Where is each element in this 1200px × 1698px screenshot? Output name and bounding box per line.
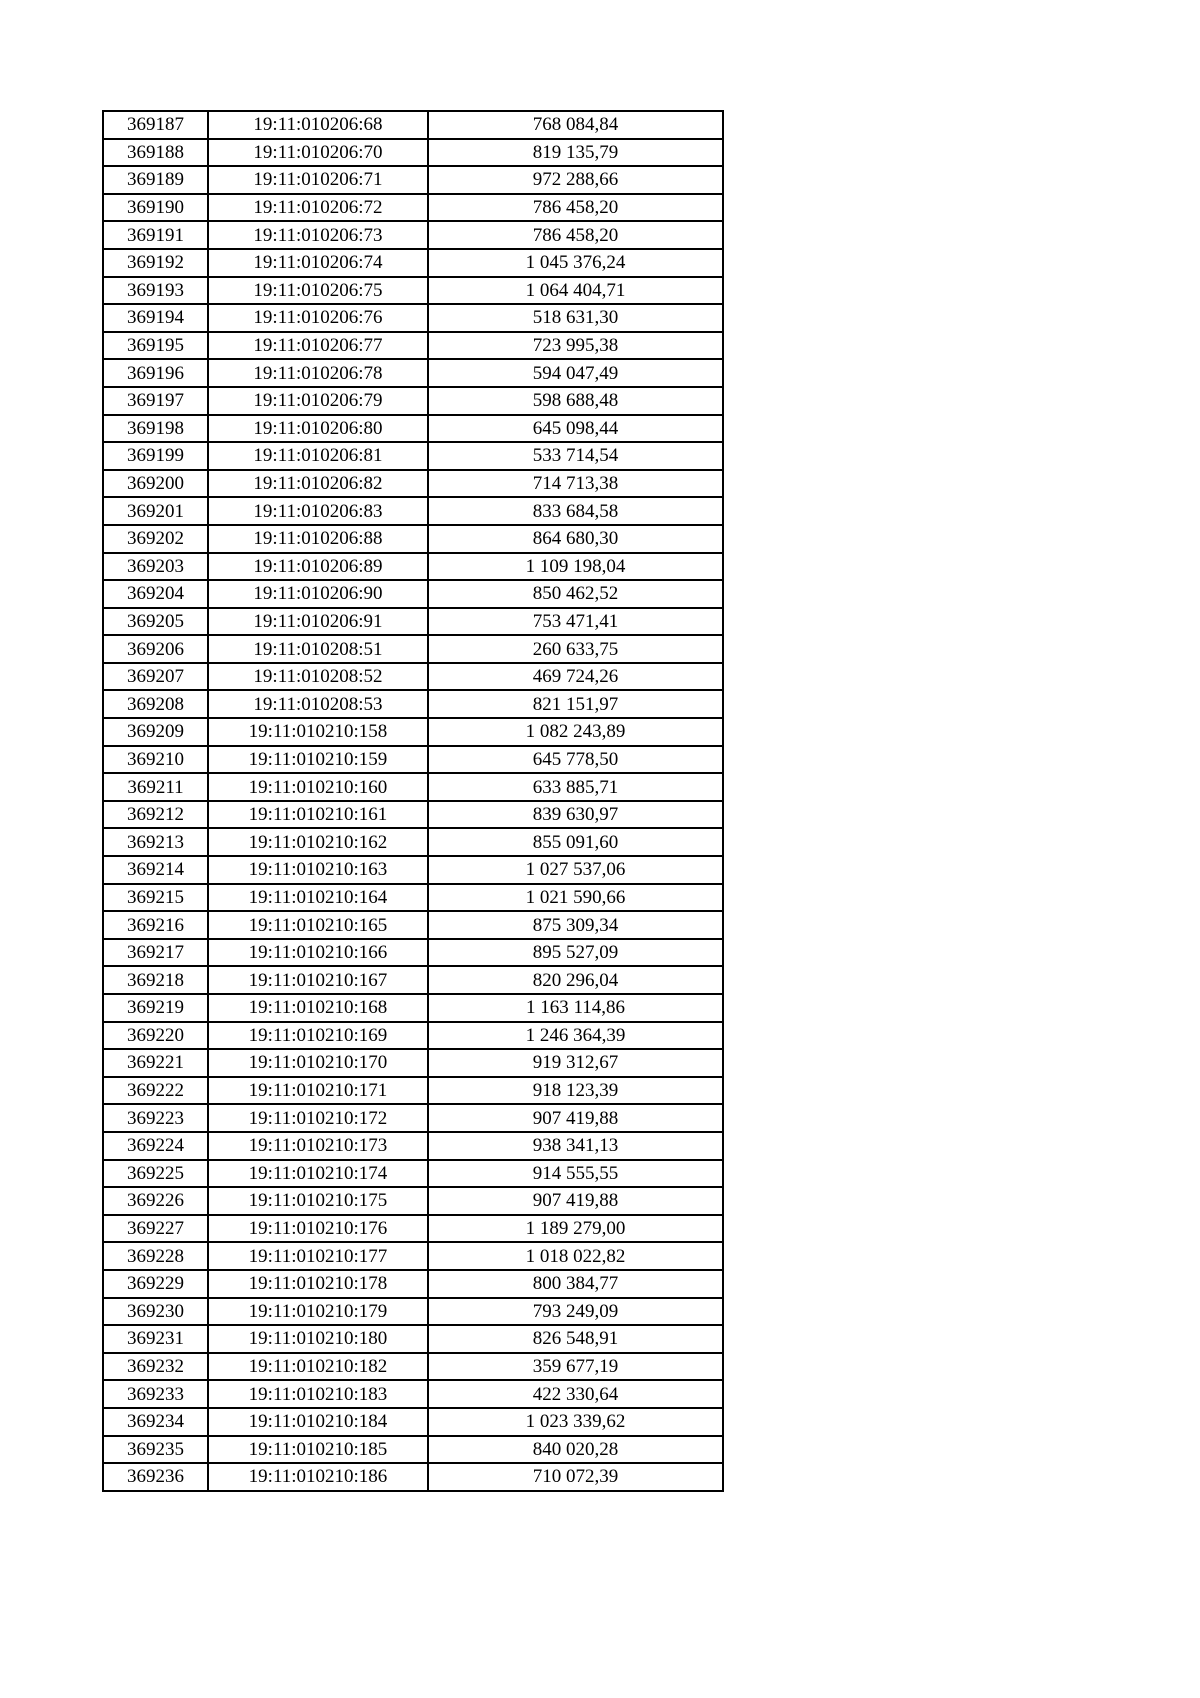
row-number-cell: 369236 bbox=[103, 1463, 208, 1491]
cadastral-value-cell: 1 082 243,89 bbox=[428, 718, 723, 746]
cadastral-value-cell: 469 724,26 bbox=[428, 663, 723, 691]
row-number-cell: 369207 bbox=[103, 663, 208, 691]
cadastral-value-cell: 260 633,75 bbox=[428, 635, 723, 663]
cadastral-value-cell: 1 023 339,62 bbox=[428, 1408, 723, 1436]
row-number-cell: 369229 bbox=[103, 1270, 208, 1298]
table-row bbox=[103, 1242, 723, 1270]
table-row bbox=[103, 1215, 723, 1243]
cadastral-value-cell: 594 047,49 bbox=[428, 359, 723, 387]
cadastral-value-table bbox=[102, 110, 724, 1492]
cadastral-value-cell: 907 419,88 bbox=[428, 1104, 723, 1132]
cadastral-number-cell: 19:11:010210:174 bbox=[208, 1160, 428, 1188]
table-row bbox=[103, 1325, 723, 1353]
cadastral-value-cell: 422 330,64 bbox=[428, 1380, 723, 1408]
table-row bbox=[103, 415, 723, 443]
table-row bbox=[103, 746, 723, 774]
cadastral-number-cell: 19:11:010206:89 bbox=[208, 553, 428, 581]
cadastral-number-cell: 19:11:010206:88 bbox=[208, 525, 428, 553]
cadastral-number-cell: 19:11:010210:180 bbox=[208, 1325, 428, 1353]
cadastral-value-cell: 723 995,38 bbox=[428, 332, 723, 360]
row-number-cell: 369211 bbox=[103, 773, 208, 801]
row-number-cell: 369203 bbox=[103, 553, 208, 581]
cadastral-value-cell: 855 091,60 bbox=[428, 828, 723, 856]
cadastral-number-cell: 19:11:010206:78 bbox=[208, 359, 428, 387]
row-number-cell: 369235 bbox=[103, 1436, 208, 1464]
row-number-cell: 369202 bbox=[103, 525, 208, 553]
row-number-cell: 369208 bbox=[103, 690, 208, 718]
cadastral-value-cell: 864 680,30 bbox=[428, 525, 723, 553]
cadastral-value-cell: 918 123,39 bbox=[428, 1077, 723, 1105]
table-row bbox=[103, 553, 723, 581]
cadastral-number-cell: 19:11:010206:81 bbox=[208, 442, 428, 470]
table-row bbox=[103, 1436, 723, 1464]
table-row bbox=[103, 1353, 723, 1381]
row-number-cell: 369231 bbox=[103, 1325, 208, 1353]
cadastral-number-cell: 19:11:010206:79 bbox=[208, 387, 428, 415]
cadastral-value-cell: 914 555,55 bbox=[428, 1160, 723, 1188]
cadastral-value-cell: 1 109 198,04 bbox=[428, 553, 723, 581]
cadastral-number-cell: 19:11:010210:182 bbox=[208, 1353, 428, 1381]
row-number-cell: 369215 bbox=[103, 884, 208, 912]
row-number-cell: 369214 bbox=[103, 856, 208, 884]
table-row bbox=[103, 911, 723, 939]
table-row bbox=[103, 1160, 723, 1188]
table-row bbox=[103, 966, 723, 994]
table-row bbox=[103, 608, 723, 636]
table-row bbox=[103, 249, 723, 277]
table-row bbox=[103, 1298, 723, 1326]
cadastral-number-cell: 19:11:010210:175 bbox=[208, 1187, 428, 1215]
row-number-cell: 369191 bbox=[103, 221, 208, 249]
table-row bbox=[103, 773, 723, 801]
row-number-cell: 369209 bbox=[103, 718, 208, 746]
cadastral-value-cell: 907 419,88 bbox=[428, 1187, 723, 1215]
cadastral-value-cell: 826 548,91 bbox=[428, 1325, 723, 1353]
cadastral-number-cell: 19:11:010206:68 bbox=[208, 111, 428, 139]
table-row bbox=[103, 111, 723, 139]
table-row bbox=[103, 635, 723, 663]
cadastral-value-cell: 840 020,28 bbox=[428, 1436, 723, 1464]
row-number-cell: 369188 bbox=[103, 139, 208, 167]
cadastral-number-cell: 19:11:010206:76 bbox=[208, 304, 428, 332]
table-row bbox=[103, 663, 723, 691]
row-number-cell: 369216 bbox=[103, 911, 208, 939]
row-number-cell: 369227 bbox=[103, 1215, 208, 1243]
table-row bbox=[103, 1270, 723, 1298]
row-number-cell: 369232 bbox=[103, 1353, 208, 1381]
table-row bbox=[103, 1104, 723, 1132]
cadastral-number-cell: 19:11:010206:90 bbox=[208, 580, 428, 608]
cadastral-number-cell: 19:11:010206:74 bbox=[208, 249, 428, 277]
table-row bbox=[103, 1408, 723, 1436]
table-row bbox=[103, 1463, 723, 1491]
cadastral-number-cell: 19:11:010210:167 bbox=[208, 966, 428, 994]
cadastral-number-cell: 19:11:010206:72 bbox=[208, 194, 428, 222]
cadastral-number-cell: 19:11:010210:170 bbox=[208, 1049, 428, 1077]
row-number-cell: 369192 bbox=[103, 249, 208, 277]
cadastral-number-cell: 19:11:010206:82 bbox=[208, 470, 428, 498]
cadastral-number-cell: 19:11:010206:83 bbox=[208, 497, 428, 525]
cadastral-value-cell: 753 471,41 bbox=[428, 608, 723, 636]
row-number-cell: 369220 bbox=[103, 1022, 208, 1050]
cadastral-value-cell: 1 021 590,66 bbox=[428, 884, 723, 912]
cadastral-number-cell: 19:11:010210:160 bbox=[208, 773, 428, 801]
table-row bbox=[103, 166, 723, 194]
table-row bbox=[103, 718, 723, 746]
cadastral-value-cell: 833 684,58 bbox=[428, 497, 723, 525]
row-number-cell: 369212 bbox=[103, 801, 208, 829]
table-row bbox=[103, 828, 723, 856]
row-number-cell: 369198 bbox=[103, 415, 208, 443]
table-row bbox=[103, 1187, 723, 1215]
cadastral-number-cell: 19:11:010210:164 bbox=[208, 884, 428, 912]
cadastral-number-cell: 19:11:010210:185 bbox=[208, 1436, 428, 1464]
table-row bbox=[103, 856, 723, 884]
table-row bbox=[103, 525, 723, 553]
cadastral-number-cell: 19:11:010208:53 bbox=[208, 690, 428, 718]
cadastral-number-cell: 19:11:010210:169 bbox=[208, 1022, 428, 1050]
row-number-cell: 369187 bbox=[103, 111, 208, 139]
table-row bbox=[103, 221, 723, 249]
cadastral-number-cell: 19:11:010208:52 bbox=[208, 663, 428, 691]
table-row bbox=[103, 470, 723, 498]
row-number-cell: 369201 bbox=[103, 497, 208, 525]
row-number-cell: 369225 bbox=[103, 1160, 208, 1188]
cadastral-value-cell: 938 341,13 bbox=[428, 1132, 723, 1160]
cadastral-value-cell: 645 098,44 bbox=[428, 415, 723, 443]
table-row bbox=[103, 304, 723, 332]
cadastral-number-cell: 19:11:010210:176 bbox=[208, 1215, 428, 1243]
cadastral-number-cell: 19:11:010210:166 bbox=[208, 939, 428, 967]
table-row bbox=[103, 939, 723, 967]
cadastral-number-cell: 19:11:010210:171 bbox=[208, 1077, 428, 1105]
table-row bbox=[103, 497, 723, 525]
table-row bbox=[103, 994, 723, 1022]
cadastral-value-cell: 633 885,71 bbox=[428, 773, 723, 801]
cadastral-value-cell: 1 027 537,06 bbox=[428, 856, 723, 884]
row-number-cell: 369226 bbox=[103, 1187, 208, 1215]
row-number-cell: 369199 bbox=[103, 442, 208, 470]
row-number-cell: 369222 bbox=[103, 1077, 208, 1105]
cadastral-value-cell: 1 018 022,82 bbox=[428, 1242, 723, 1270]
cadastral-value-cell: 533 714,54 bbox=[428, 442, 723, 470]
cadastral-number-cell: 19:11:010210:177 bbox=[208, 1242, 428, 1270]
table-row bbox=[103, 359, 723, 387]
row-number-cell: 369200 bbox=[103, 470, 208, 498]
table-row bbox=[103, 442, 723, 470]
row-number-cell: 369223 bbox=[103, 1104, 208, 1132]
cadastral-number-cell: 19:11:010206:71 bbox=[208, 166, 428, 194]
cadastral-value-cell: 1 189 279,00 bbox=[428, 1215, 723, 1243]
cadastral-number-cell: 19:11:010210:179 bbox=[208, 1298, 428, 1326]
row-number-cell: 369206 bbox=[103, 635, 208, 663]
row-number-cell: 369193 bbox=[103, 277, 208, 305]
table-row bbox=[103, 801, 723, 829]
cadastral-value-cell: 1 045 376,24 bbox=[428, 249, 723, 277]
cadastral-value-cell: 714 713,38 bbox=[428, 470, 723, 498]
table-body bbox=[103, 111, 723, 1491]
cadastral-value-cell: 359 677,19 bbox=[428, 1353, 723, 1381]
cadastral-value-cell: 972 288,66 bbox=[428, 166, 723, 194]
table-row bbox=[103, 1380, 723, 1408]
cadastral-number-cell: 19:11:010210:184 bbox=[208, 1408, 428, 1436]
cadastral-number-cell: 19:11:010206:91 bbox=[208, 608, 428, 636]
cadastral-number-cell: 19:11:010210:173 bbox=[208, 1132, 428, 1160]
row-number-cell: 369230 bbox=[103, 1298, 208, 1326]
row-number-cell: 369205 bbox=[103, 608, 208, 636]
row-number-cell: 369224 bbox=[103, 1132, 208, 1160]
table-row bbox=[103, 1077, 723, 1105]
cadastral-number-cell: 19:11:010210:183 bbox=[208, 1380, 428, 1408]
row-number-cell: 369195 bbox=[103, 332, 208, 360]
cadastral-value-cell: 919 312,67 bbox=[428, 1049, 723, 1077]
row-number-cell: 369204 bbox=[103, 580, 208, 608]
cadastral-number-cell: 19:11:010210:161 bbox=[208, 801, 428, 829]
cadastral-number-cell: 19:11:010210:158 bbox=[208, 718, 428, 746]
row-number-cell: 369234 bbox=[103, 1408, 208, 1436]
row-number-cell: 369197 bbox=[103, 387, 208, 415]
row-number-cell: 369190 bbox=[103, 194, 208, 222]
cadastral-value-cell: 768 084,84 bbox=[428, 111, 723, 139]
table-row bbox=[103, 277, 723, 305]
row-number-cell: 369228 bbox=[103, 1242, 208, 1270]
cadastral-value-cell: 793 249,09 bbox=[428, 1298, 723, 1326]
row-number-cell: 369210 bbox=[103, 746, 208, 774]
cadastral-number-cell: 19:11:010210:172 bbox=[208, 1104, 428, 1132]
cadastral-number-cell: 19:11:010210:163 bbox=[208, 856, 428, 884]
cadastral-value-cell: 1 163 114,86 bbox=[428, 994, 723, 1022]
cadastral-value-cell: 895 527,09 bbox=[428, 939, 723, 967]
cadastral-value-cell: 786 458,20 bbox=[428, 194, 723, 222]
cadastral-value-cell: 645 778,50 bbox=[428, 746, 723, 774]
cadastral-value-cell: 1 064 404,71 bbox=[428, 277, 723, 305]
cadastral-number-cell: 19:11:010210:159 bbox=[208, 746, 428, 774]
cadastral-number-cell: 19:11:010210:162 bbox=[208, 828, 428, 856]
cadastral-value-cell: 821 151,97 bbox=[428, 690, 723, 718]
cadastral-value-cell: 518 631,30 bbox=[428, 304, 723, 332]
row-number-cell: 369233 bbox=[103, 1380, 208, 1408]
cadastral-number-cell: 19:11:010206:73 bbox=[208, 221, 428, 249]
table-row bbox=[103, 580, 723, 608]
cadastral-value-cell: 598 688,48 bbox=[428, 387, 723, 415]
cadastral-number-cell: 19:11:010210:178 bbox=[208, 1270, 428, 1298]
table-row bbox=[103, 332, 723, 360]
cadastral-value-cell: 875 309,34 bbox=[428, 911, 723, 939]
row-number-cell: 369189 bbox=[103, 166, 208, 194]
table-row bbox=[103, 1049, 723, 1077]
cadastral-value-cell: 710 072,39 bbox=[428, 1463, 723, 1491]
cadastral-number-cell: 19:11:010208:51 bbox=[208, 635, 428, 663]
cadastral-number-cell: 19:11:010206:70 bbox=[208, 139, 428, 167]
table-row bbox=[103, 194, 723, 222]
cadastral-number-cell: 19:11:010206:77 bbox=[208, 332, 428, 360]
cadastral-value-cell: 800 384,77 bbox=[428, 1270, 723, 1298]
table-row bbox=[103, 1022, 723, 1050]
table-row bbox=[103, 690, 723, 718]
row-number-cell: 369194 bbox=[103, 304, 208, 332]
cadastral-number-cell: 19:11:010210:168 bbox=[208, 994, 428, 1022]
table-row bbox=[103, 387, 723, 415]
row-number-cell: 369213 bbox=[103, 828, 208, 856]
row-number-cell: 369219 bbox=[103, 994, 208, 1022]
cadastral-value-cell: 819 135,79 bbox=[428, 139, 723, 167]
cadastral-number-cell: 19:11:010210:165 bbox=[208, 911, 428, 939]
table-row bbox=[103, 139, 723, 167]
cadastral-value-cell: 820 296,04 bbox=[428, 966, 723, 994]
cadastral-number-cell: 19:11:010210:186 bbox=[208, 1463, 428, 1491]
row-number-cell: 369217 bbox=[103, 939, 208, 967]
cadastral-number-cell: 19:11:010206:80 bbox=[208, 415, 428, 443]
table-row bbox=[103, 1132, 723, 1160]
row-number-cell: 369218 bbox=[103, 966, 208, 994]
table-row bbox=[103, 884, 723, 912]
cadastral-value-cell: 850 462,52 bbox=[428, 580, 723, 608]
cadastral-value-cell: 786 458,20 bbox=[428, 221, 723, 249]
row-number-cell: 369221 bbox=[103, 1049, 208, 1077]
cadastral-number-cell: 19:11:010206:75 bbox=[208, 277, 428, 305]
cadastral-value-cell: 839 630,97 bbox=[428, 801, 723, 829]
cadastral-value-cell: 1 246 364,39 bbox=[428, 1022, 723, 1050]
row-number-cell: 369196 bbox=[103, 359, 208, 387]
